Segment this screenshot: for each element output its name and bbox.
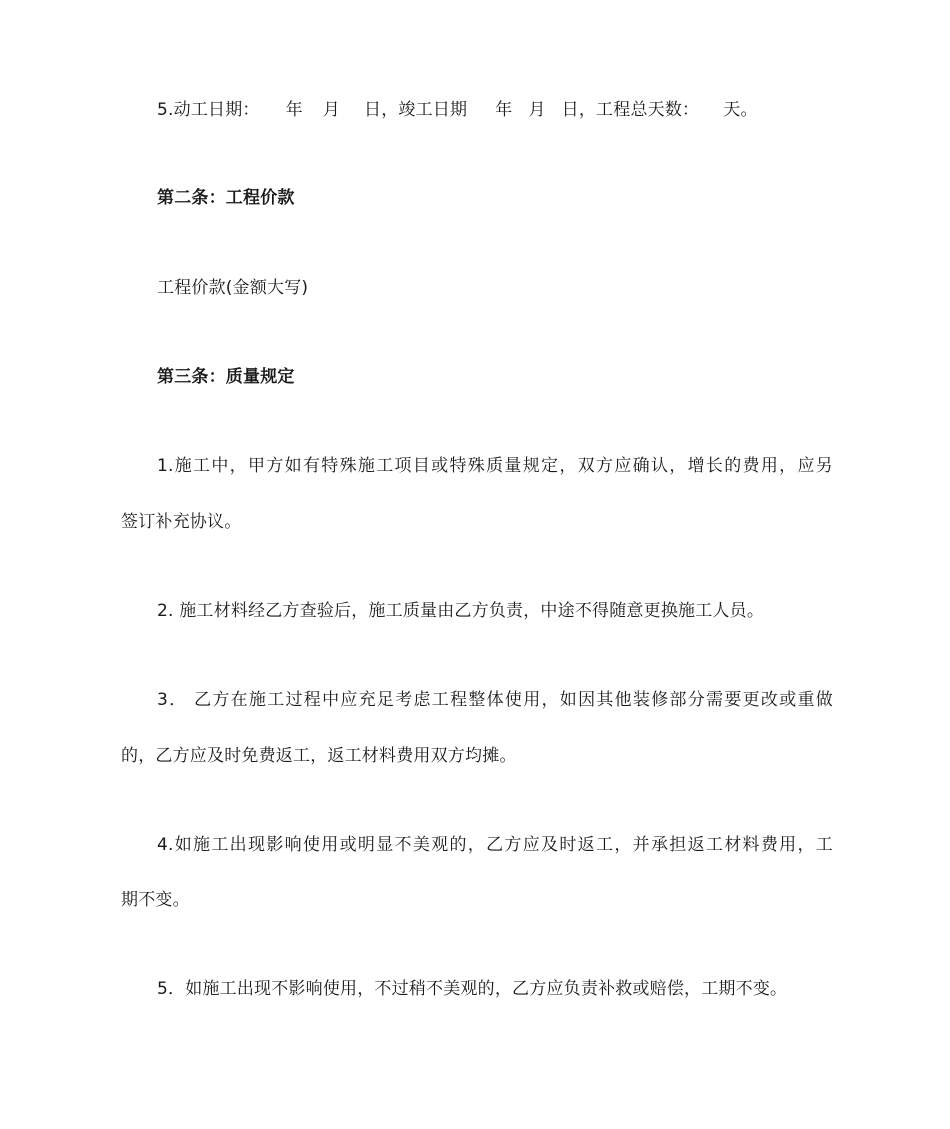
clause-3-line-2: 的，乙方应及时免费返工，返工材料费用双方均摊。 <box>121 746 517 766</box>
days-suffix: 天。 <box>723 100 758 120</box>
clause-3-line-1: 3． 乙方在施工过程中应充足考虑工程整体使用，如因其他装修部分需要更改或重做 <box>157 690 833 710</box>
clause-1-line-2: 签订补充协议。 <box>121 512 242 532</box>
clause-4-line-1: 4.如施工出现影响使用或明显不美观的，乙方应及时返工，并承担返工材料费用，工 <box>157 835 833 855</box>
clause-5: 5．如施工出现不影响使用，不过稍不美观的，乙方应负责补救或赔偿，工期不变。 <box>157 979 788 999</box>
end-month-label: 月 <box>528 100 546 120</box>
end-day-label: 日，工程总天数： <box>561 100 700 120</box>
article-2-heading: 第二条：工程价款 <box>157 188 295 208</box>
start-year-label: 年 <box>285 100 303 120</box>
clause-1-line-1: 1.施工中，甲方如有特殊施工项目或特殊质量规定，双方应确认，增长的费用，应另 <box>157 456 833 476</box>
article-3-heading: 第三条：质量规定 <box>157 367 295 387</box>
price-line: 工程价款(金额大写) <box>157 278 309 298</box>
clause-2: 2. 施工材料经乙方查验后，施工质量由乙方负责，中途不得随意更换施工人员。 <box>157 601 765 621</box>
schedule-prefix: 5.动工日期： <box>157 100 260 120</box>
clause-4-line-2: 期不变。 <box>121 890 190 910</box>
schedule-line <box>121 99 833 121</box>
start-day-label: 日，竣工日期 <box>364 100 468 120</box>
end-year-label: 年 <box>495 100 513 120</box>
start-month-label: 月 <box>322 100 341 120</box>
